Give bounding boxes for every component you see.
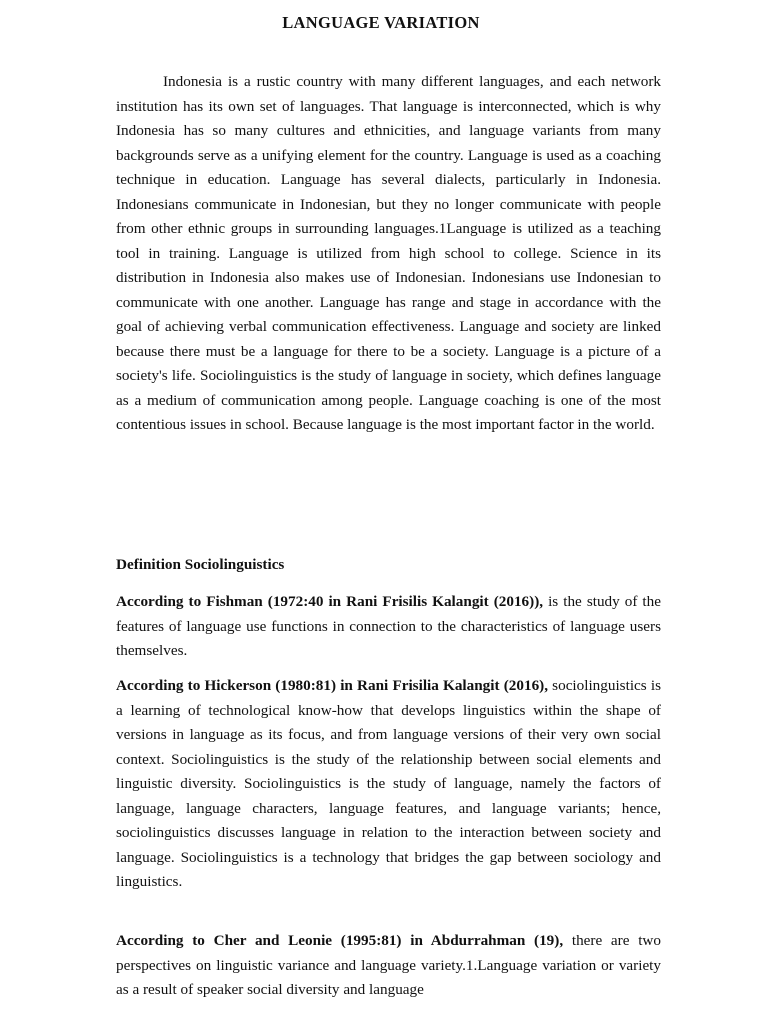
- definition-citation: According to Hickerson (1980:81) in Rani Frisilia Kalangit (2016),: [116, 677, 549, 694]
- definition-cher-leonie: [116, 929, 661, 1003]
- intro-paragraph: Indonesia is a rustic country with many different languages, and each network institution has its own set of languages. That language is interconnected, which is why Indonesia has so many cultures and ethnicities, and language variants from many backgrounds serve as a unifying element for the country. Language is used as a coaching technique in education. Language has several dialects, particularly in Indonesia. Indonesians communicate in Indonesian, but they no longer communicate with people from other ethnic groups in surrounding languages.1Language is utilized as a teaching tool in training. Language is utilized from high school to college. Science in its distribution in Indonesia also makes use of Indonesian. Indonesians use Indonesian to communicate with one another. Language has range and stage in accordance with the goal of achieving verbal communication effectiveness. Language and society are linked because there must be a language for there to be a society. Language is a picture of a society's life. Sociolinguistics is the study of language in society, which defines language as a medium of communication among people. Language coaching is one of the most contentious issues in school. Because language is the most important factor in the world.: [116, 73, 661, 433]
- section-heading: Definition Sociolinguistics: [116, 556, 285, 573]
- definition-text: is the study of the features of language use functions in connection to the characteristics of language users themselves.: [116, 593, 661, 659]
- definition-text: sociolinguistics is a learning of technological know-how that develops linguistics within the shape of versions in language as its focus, and from language versions of their very own social context. Sociolinguistics is the study of the relationship between social elements and linguistic diversity. Sociolinguistics is the study of language, namely the factors of language, language characters, language features, and language variants; hence, sociolinguistics discusses language in relation to the interaction between society and language. Sociolinguistics is a technology that bridges the gap between sociology and linguistics.: [116, 677, 661, 890]
- definition-text: there are two perspectives on linguistic variance and language variety.1.Language variation or variety as a result of speaker social diversity and language: [116, 932, 661, 998]
- definition-fishman: [116, 590, 661, 664]
- document-title: LANGUAGE VARIATION: [282, 13, 480, 32]
- definition-hickerson: [116, 674, 661, 895]
- definition-citation: According to Cher and Leonie (1995:81) in Abdurrahman (19),: [116, 932, 564, 949]
- definition-citation: According to Fishman (1972:40 in Rani Frisilis Kalangit (2016)),: [116, 593, 544, 610]
